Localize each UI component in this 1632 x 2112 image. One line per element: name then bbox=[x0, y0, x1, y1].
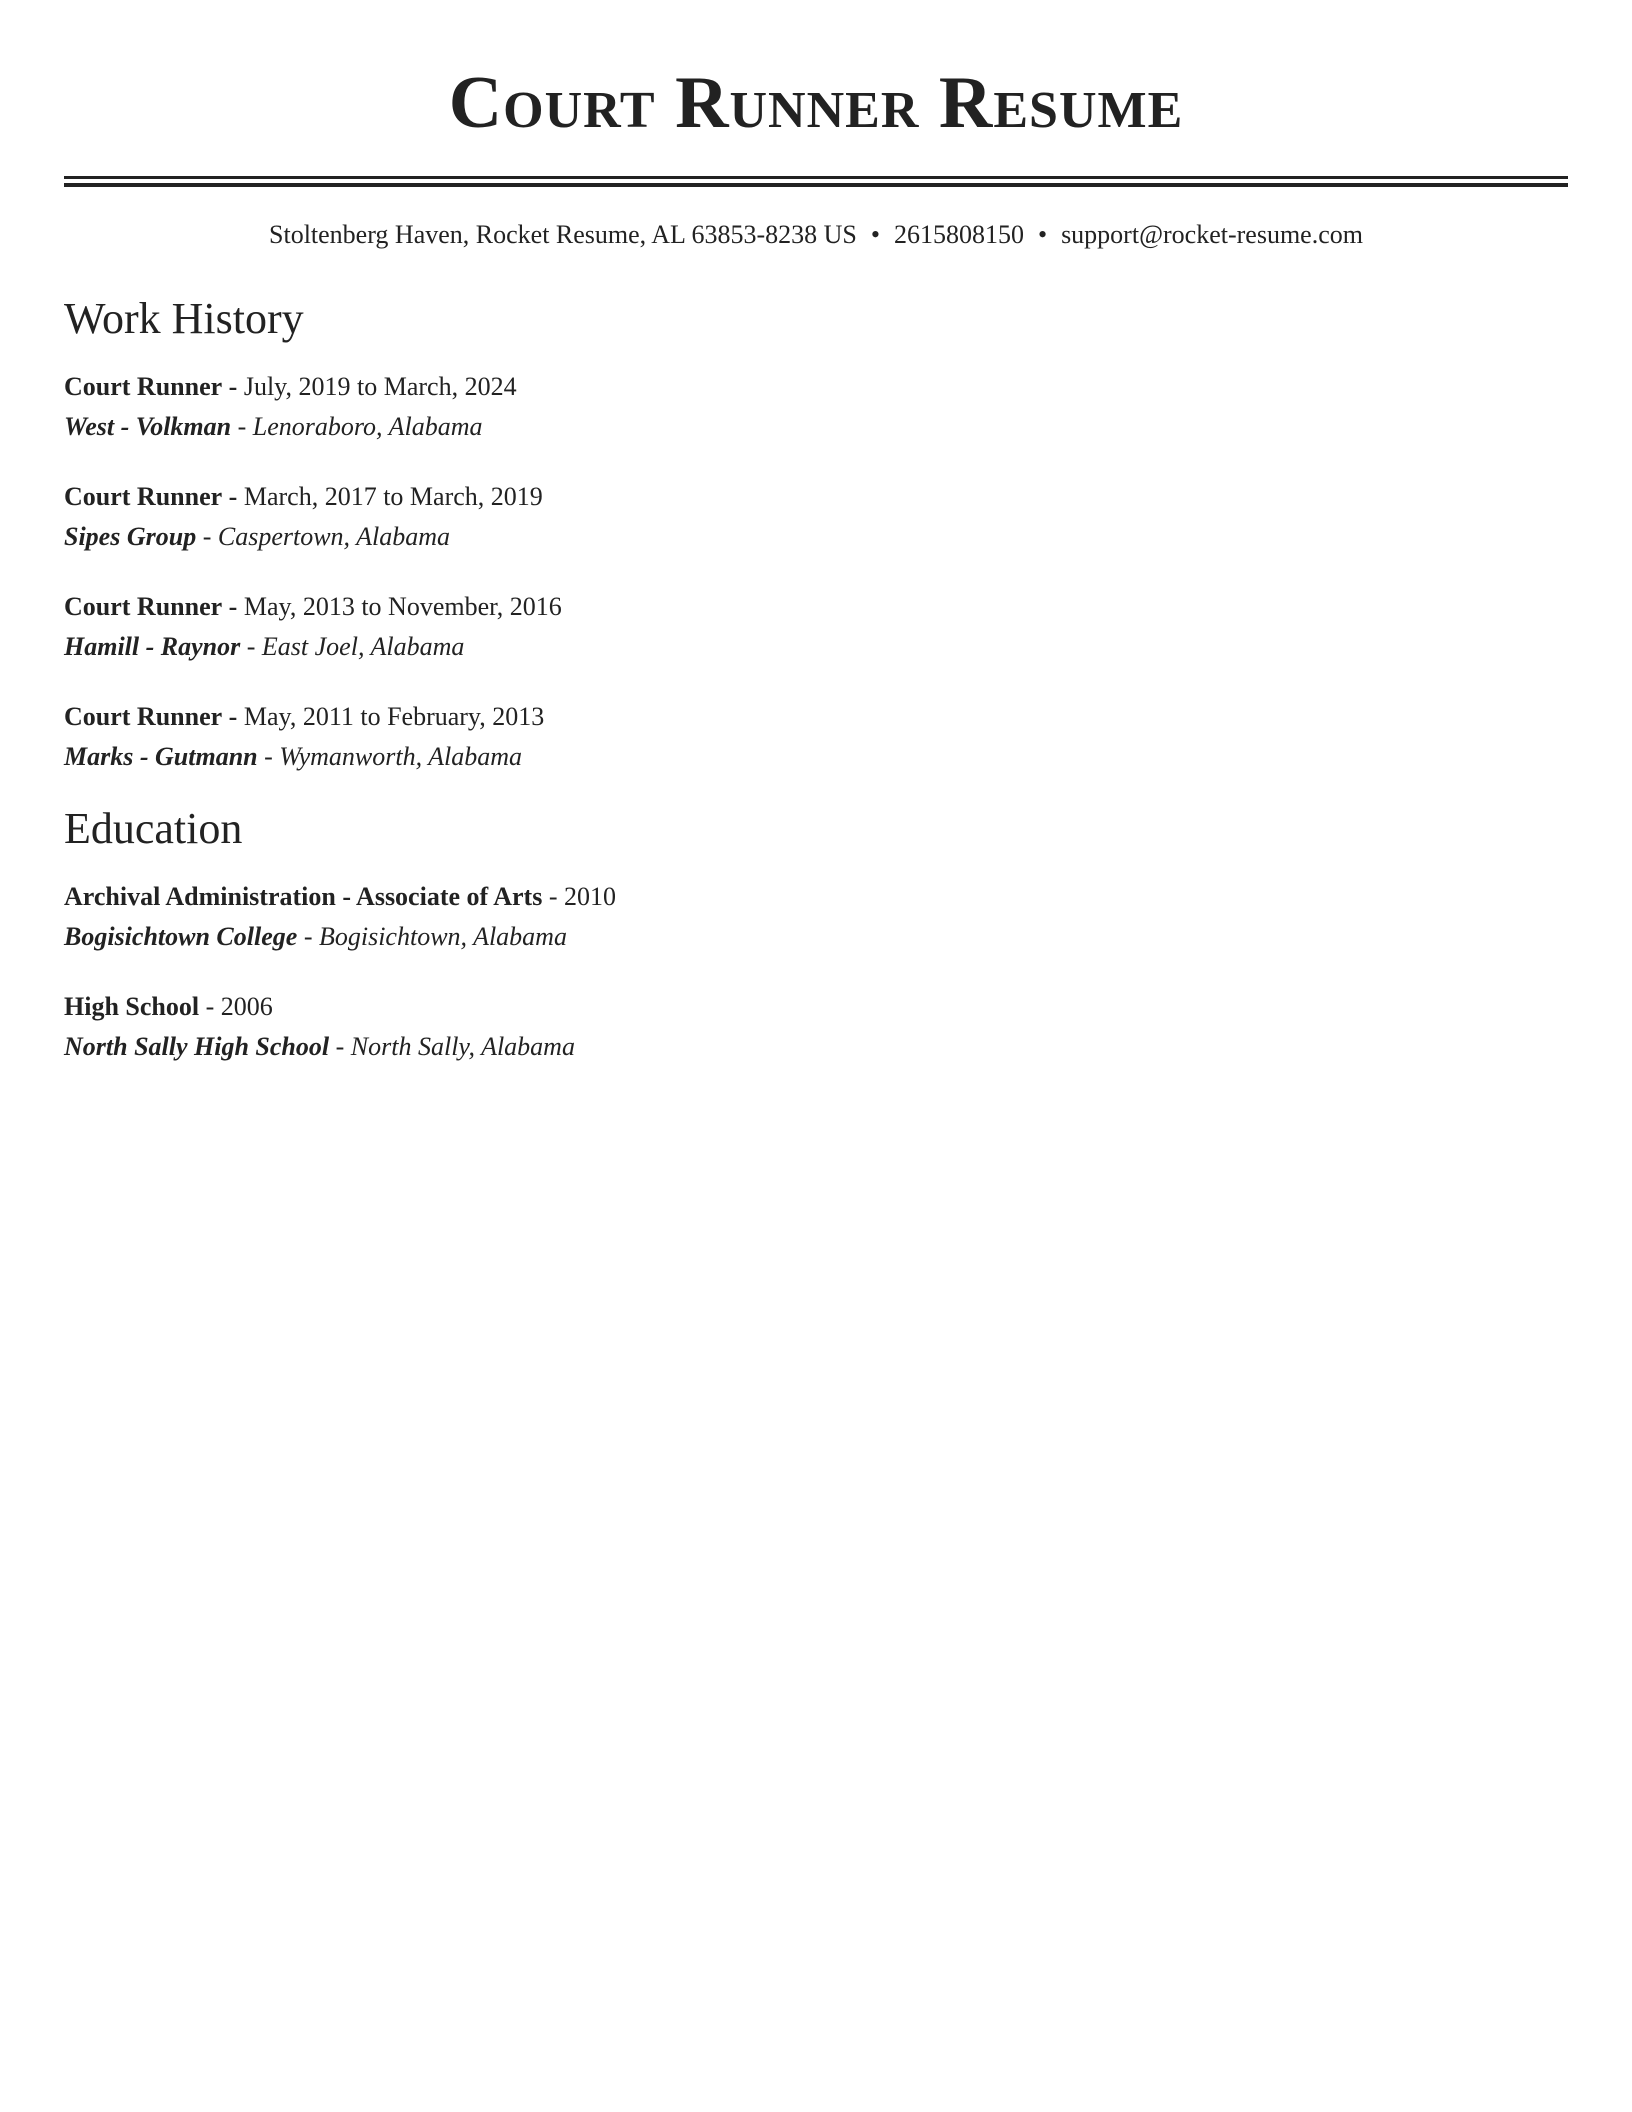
job-title: Court Runner bbox=[64, 592, 223, 621]
work-entry-title-line bbox=[64, 477, 1568, 517]
job-title: Court Runner bbox=[64, 372, 223, 401]
dash: - bbox=[228, 592, 238, 621]
education-heading: Education bbox=[64, 804, 243, 853]
degree-name: High School bbox=[64, 992, 200, 1021]
education-entry bbox=[64, 987, 1568, 1067]
dash: - bbox=[237, 412, 247, 441]
contact-phone: 2615808150 bbox=[893, 220, 1024, 249]
employer-location: East Joel, Alabama bbox=[261, 632, 465, 661]
dash: - bbox=[202, 522, 212, 551]
education-entry-school-line bbox=[64, 1027, 1568, 1067]
education-entry-degree-line bbox=[64, 877, 1568, 917]
work-entry-title-line bbox=[64, 587, 1568, 627]
job-title: Court Runner bbox=[64, 702, 223, 731]
education-list bbox=[64, 877, 1568, 1067]
dash: - bbox=[228, 702, 238, 731]
work-entry-employer-line bbox=[64, 627, 1568, 667]
education-entry-degree-line bbox=[64, 987, 1568, 1027]
work-entry-title-line bbox=[64, 367, 1568, 407]
employer-location: Caspertown, Alabama bbox=[217, 522, 450, 551]
dash: - bbox=[228, 372, 238, 401]
work-entry-employer-line bbox=[64, 517, 1568, 557]
job-dates: May, 2013 to November, 2016 bbox=[243, 592, 562, 621]
dash: - bbox=[264, 742, 273, 771]
work-history-heading: Work History bbox=[64, 294, 304, 343]
work-entry-title-line bbox=[64, 697, 1568, 737]
employer-name: Sipes Group bbox=[64, 522, 197, 551]
contact-line bbox=[64, 219, 1568, 251]
dash: - bbox=[303, 922, 313, 951]
contact-address: Stoltenberg Haven, Rocket Resume, AL 63853-8238 US bbox=[269, 220, 857, 249]
resume-title: Court Runner Resume bbox=[448, 62, 1184, 144]
school-location: Bogisichtown, Alabama bbox=[318, 922, 567, 951]
contact-email: support@rocket-resume.com bbox=[1061, 220, 1363, 249]
job-dates: March, 2017 to March, 2019 bbox=[243, 482, 543, 511]
job-title: Court Runner bbox=[64, 482, 223, 511]
job-dates: May, 2011 to February, 2013 bbox=[243, 702, 545, 731]
school-name: Bogisichtown College bbox=[64, 922, 298, 951]
dash: - bbox=[246, 632, 256, 661]
education-entry-school-line bbox=[64, 917, 1568, 957]
double-rule-divider bbox=[64, 176, 1568, 187]
employer-location: Lenoraboro, Alabama bbox=[252, 412, 483, 441]
employer-name: Marks - Gutmann bbox=[64, 742, 258, 771]
dash: - bbox=[548, 882, 558, 911]
education-entry bbox=[64, 877, 1568, 957]
employer-location: Wymanworth, Alabama bbox=[279, 742, 522, 771]
work-history-list bbox=[64, 367, 1568, 777]
graduation-year: 2006 bbox=[220, 992, 273, 1021]
work-entry bbox=[64, 697, 1568, 777]
bullet-separator: • bbox=[1037, 220, 1048, 249]
dash: - bbox=[205, 992, 215, 1021]
employer-name: West - Volkman bbox=[64, 412, 232, 441]
work-entry-employer-line bbox=[64, 737, 1568, 777]
degree-name: Archival Administration - Associate of Arts bbox=[64, 882, 543, 911]
bullet-separator: • bbox=[870, 220, 880, 249]
graduation-year: 2010 bbox=[564, 882, 617, 911]
employer-name: Hamill - Raynor bbox=[64, 632, 241, 661]
school-location: North Sally, Alabama bbox=[350, 1032, 575, 1061]
dash: - bbox=[335, 1032, 345, 1061]
work-entry bbox=[64, 367, 1568, 447]
school-name: North Sally High School bbox=[64, 1032, 330, 1061]
work-entry-employer-line bbox=[64, 407, 1568, 447]
dash: - bbox=[228, 482, 238, 511]
work-entry bbox=[64, 587, 1568, 667]
job-dates: July, 2019 to March, 2024 bbox=[243, 372, 517, 401]
work-entry bbox=[64, 477, 1568, 557]
